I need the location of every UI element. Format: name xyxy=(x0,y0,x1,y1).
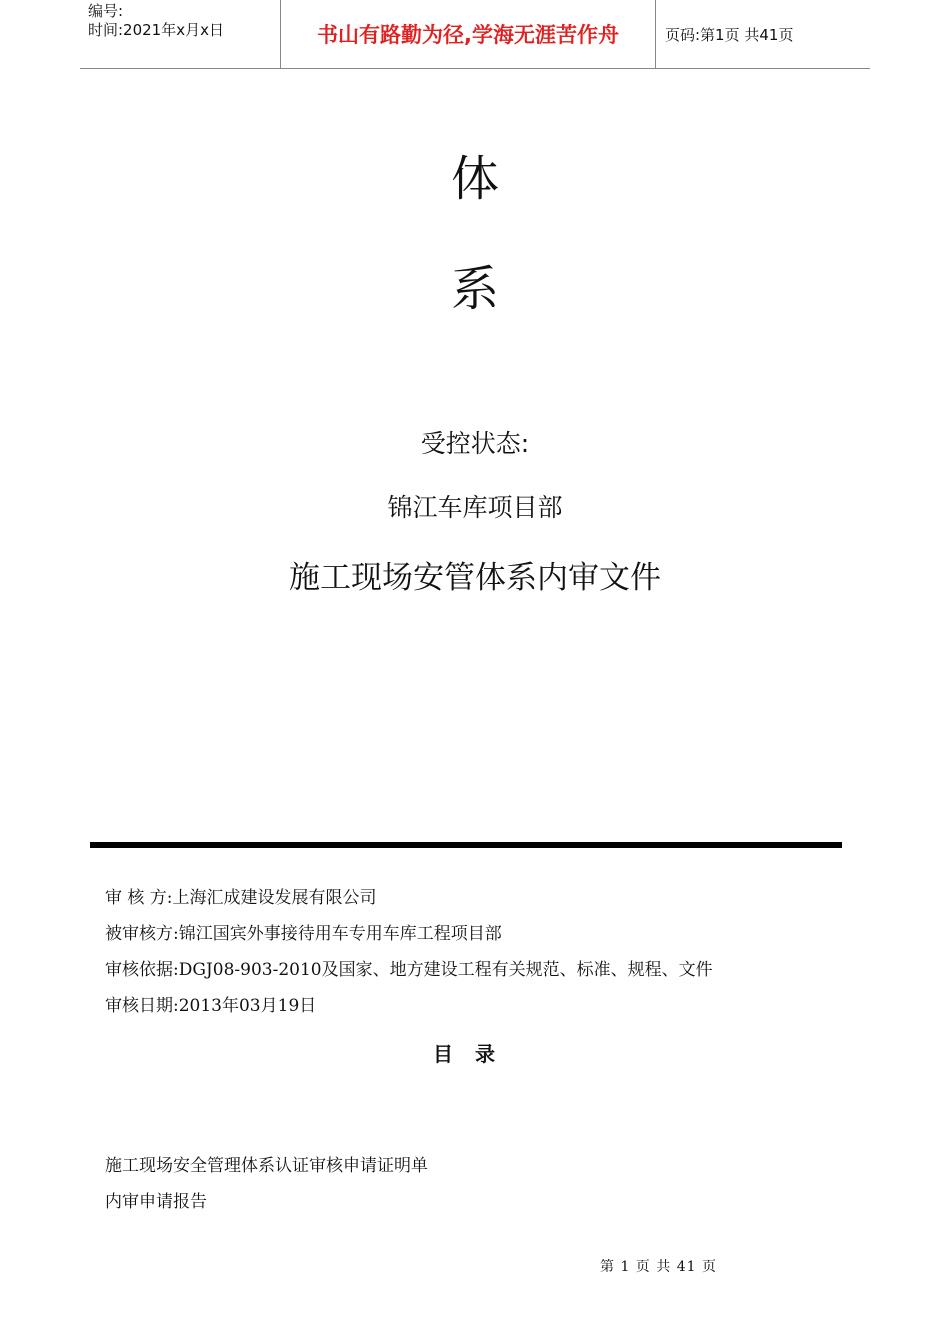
document-title: 施工现场安管体系内审文件 xyxy=(289,560,661,596)
header-page-info: 页码:第1页 共41页 xyxy=(665,25,794,44)
number-label: 编号: xyxy=(88,2,124,20)
cover-char-1: 体 xyxy=(450,151,499,207)
audit-basis-line: 审核依据:DGJ08-903-2010及国家、地方建设工程有关规范、标准、规程、文件 xyxy=(105,960,713,980)
header-divider xyxy=(655,0,656,68)
header-left xyxy=(88,2,224,40)
time-label: 时间:2021年x月x日 xyxy=(88,21,224,39)
project-department: 锦江车库项目部 xyxy=(387,493,563,522)
toc-title: 目录 xyxy=(433,1042,517,1066)
toc-item: 内审申请报告 xyxy=(105,1192,207,1212)
auditor-line: 审 核 方:上海汇成建设发展有限公司 xyxy=(105,888,377,908)
cover-char-2: 系 xyxy=(450,261,499,317)
divider-rule xyxy=(90,842,842,848)
header-motto: 书山有路勤为径,学海无涯苦作舟 xyxy=(317,23,619,47)
page-footer: 第 1 页 共 41 页 xyxy=(600,1259,717,1275)
audit-date-line: 审核日期:2013年03月19日 xyxy=(105,996,317,1016)
page-header xyxy=(80,0,870,69)
toc-item: 施工现场安全管理体系认证审核申请证明单 xyxy=(105,1156,428,1176)
audit-info xyxy=(105,880,713,1024)
control-status: 受控状态: xyxy=(420,429,530,458)
toc-list xyxy=(105,1148,428,1220)
auditee-line: 被审核方:锦江国宾外事接待用车专用车库工程项目部 xyxy=(105,924,502,944)
